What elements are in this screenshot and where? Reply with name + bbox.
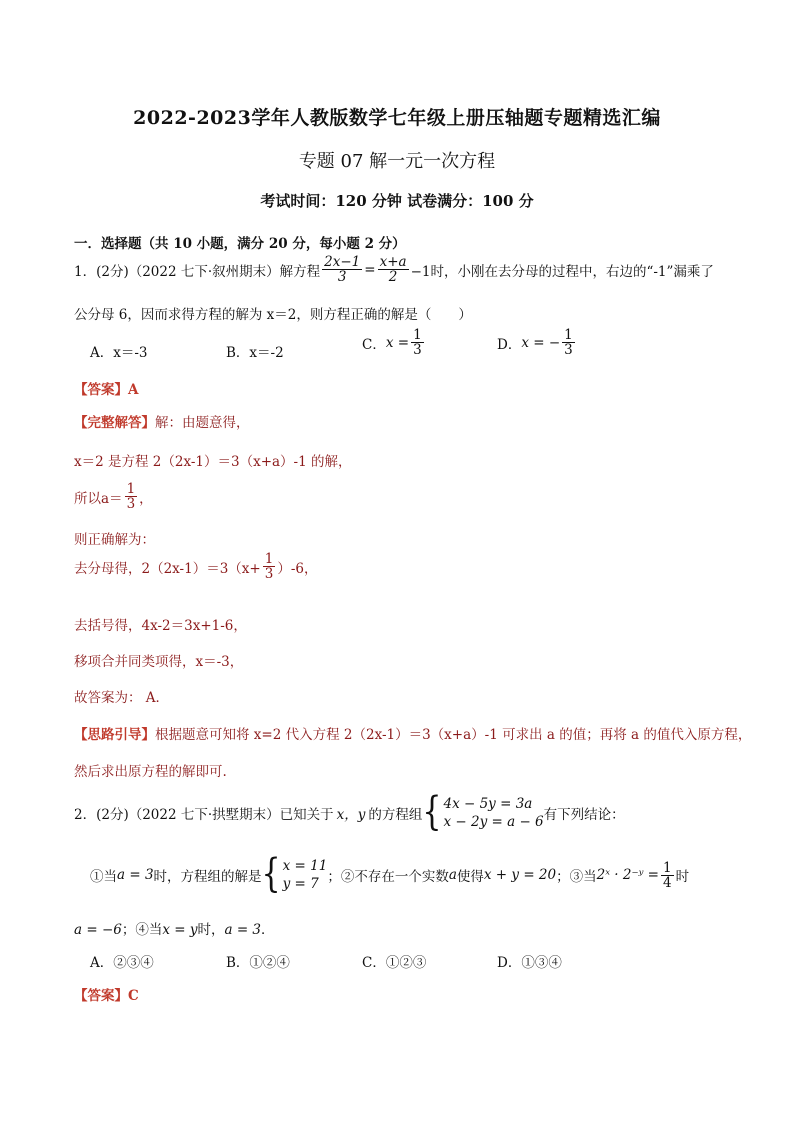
q2-answer-label: 【答案】 (74, 988, 128, 1004)
q2-system-eq2: x − 2y = a − 6 (443, 814, 544, 831)
q1-step-3: 则正确解为： (74, 532, 155, 548)
q2-line3-d: 时， (197, 922, 225, 938)
q1-suffix: −1时，小刚在去分母的过程中，右边的“-1”漏乘了 (410, 263, 714, 280)
q2-answer (74, 984, 139, 1004)
q2-c1-sol-y: y = 7 (282, 876, 319, 893)
q1-equals: = (364, 261, 376, 278)
q1-option-a: A．x＝-3 (90, 345, 148, 361)
q1-opt-d-den: 3 (564, 342, 573, 359)
q1-opt-c-var: x = (385, 334, 410, 351)
q2-c1-sol-x: x = 11 (282, 858, 328, 874)
q2-conclusions-line3 (74, 918, 275, 938)
q2-c2-var: a (448, 867, 457, 884)
q1-fraction-right (378, 255, 409, 284)
q2-c1-solution: { x = 11 y = 7 (261, 851, 328, 898)
q2-line3-c: x = y (162, 922, 198, 938)
q1-hint-line2: 然后求出原方程的解即可. (74, 764, 227, 780)
q2-system-eq1: 4x − 5y = 3a (443, 796, 533, 812)
q1-step4-den: 3 (264, 566, 274, 583)
q1-hint-line1: 根据题意可知将 x=2 代入方程 2（2x-1）＝3（x+a）-1 可求出 a 的值；再将 a 的值代入原方程， (155, 727, 752, 743)
q1-fraction-left (322, 255, 362, 284)
q1-frac2-den: 2 (388, 269, 398, 286)
q2-option-d: D．①③④ (497, 955, 562, 971)
q2-c3-num: 1 (662, 859, 672, 876)
q2-answer-value: C (128, 988, 139, 1004)
q1-step-5: 去括号得，4x-2＝3x+1-6， (74, 618, 247, 634)
q1-step2-num: 1 (126, 481, 136, 497)
q2-c1-mid: 时，方程组的解是 (153, 869, 262, 886)
q2-c1-pre: ①当 (90, 869, 117, 886)
q2-line3-a: a = −6 (74, 922, 122, 938)
q2-c3-post: 时 (675, 869, 690, 886)
q1-answer-label: 【答案】 (74, 382, 128, 398)
q2-option-a: A．②③④ (90, 955, 154, 971)
q1-step-6: 移项合并同类项得，x＝-3， (74, 654, 244, 670)
q2-mid: 的方程组 (368, 807, 423, 824)
q1-opt-d-var: x = − (521, 334, 561, 351)
q1-option-d (497, 328, 577, 357)
q1-step4-pre: 去分母得，2（2x-1）＝3（x+ (74, 560, 261, 577)
q2-c2: ；②不存在一个实数 (327, 869, 449, 886)
q1-prefix: 1．(2分)（2022 七下·叙州期末）解方程 (74, 263, 321, 280)
q2-system: { 4x − 5y = 3a x − 2y = a − 6 (422, 789, 544, 836)
q2-option-c: C．①②③ (362, 955, 427, 971)
q1-step4-post: ）-6， (277, 560, 318, 577)
q1-solution-heading (74, 411, 250, 431)
q1-step2-post: ， (139, 490, 153, 507)
q1-step4-num: 1 (264, 551, 274, 567)
q1-option-b: B．x＝-2 (226, 345, 284, 361)
q2-c2-eq: x + y = 20 (483, 867, 557, 884)
q1-step2-den: 3 (126, 496, 136, 513)
q2-c2-mid: 使得 (456, 869, 484, 886)
q1-frac1-den: 3 (337, 269, 347, 286)
q2-c3: ；③当 (556, 869, 597, 886)
question-1-line2: 公分母 6，因而求得方程的解为 x＝2，则方程正确的解是（ ） (74, 307, 472, 323)
exam-info: 考试时间：120 分钟 试卷满分：100 分 (260, 192, 534, 210)
q1-option-c (362, 328, 426, 357)
q2-line3-e: a = 3 (224, 922, 262, 938)
q2-c1-cond: a = 3 (117, 867, 154, 884)
q1-opt-c-num: 1 (413, 327, 422, 343)
q1-frac1-num: 2x−1 (324, 254, 361, 270)
q2-c3-den: 4 (662, 874, 672, 891)
q1-hint (74, 723, 751, 743)
q1-opt-c-den: 3 (413, 342, 422, 359)
q1-step-7: 故答案为： A． (74, 690, 170, 706)
q1-hint-label: 【思路引导】 (74, 727, 155, 743)
q1-step-2 (74, 482, 153, 511)
section-heading: 一．选择题（共 10 小题，满分 20 分，每小题 2 分） (74, 236, 406, 252)
q1-step-1: x＝2 是方程 2（2x-1）＝3（x+a）-1 的解， (74, 454, 352, 470)
q1-solution-label: 【完整解答】 (74, 415, 155, 431)
q2-line3-b: ；④当 (121, 922, 163, 938)
q1-opt-d-num: 1 (564, 327, 573, 343)
q2-prefix: 2．(2分)（2022 七下·拱墅期末）已知关于 (74, 807, 334, 824)
q1-answer (74, 378, 138, 398)
question-2-stem (74, 789, 625, 836)
q2-line3-f: ． (261, 922, 275, 938)
page-subtitle: 专题 07 解一元一次方程 (298, 151, 496, 172)
q2-c3-expr: 2ˣ · 2⁻ʸ = (596, 867, 659, 884)
q1-answer-value: A (128, 382, 139, 398)
q2-suffix: 有下列结论： (543, 807, 625, 824)
q1-step-4 (74, 552, 317, 581)
q1-opt-d-label: D． (497, 336, 522, 353)
q1-solution-intro: 解：由题意得， (155, 415, 250, 431)
q2-conclusions-line (90, 851, 690, 898)
q2-option-b: B．①②④ (226, 955, 290, 971)
page-title: 2022-2023学年人教版数学七年级上册压轴题专题精选汇编 (133, 107, 661, 129)
q1-opt-c-label: C． (362, 336, 386, 353)
q1-frac2-num: x+a (379, 254, 407, 270)
q1-step2-pre: 所以a＝ (74, 490, 123, 507)
question-1-stem (74, 255, 714, 284)
q2-vars: x，y (336, 807, 366, 824)
